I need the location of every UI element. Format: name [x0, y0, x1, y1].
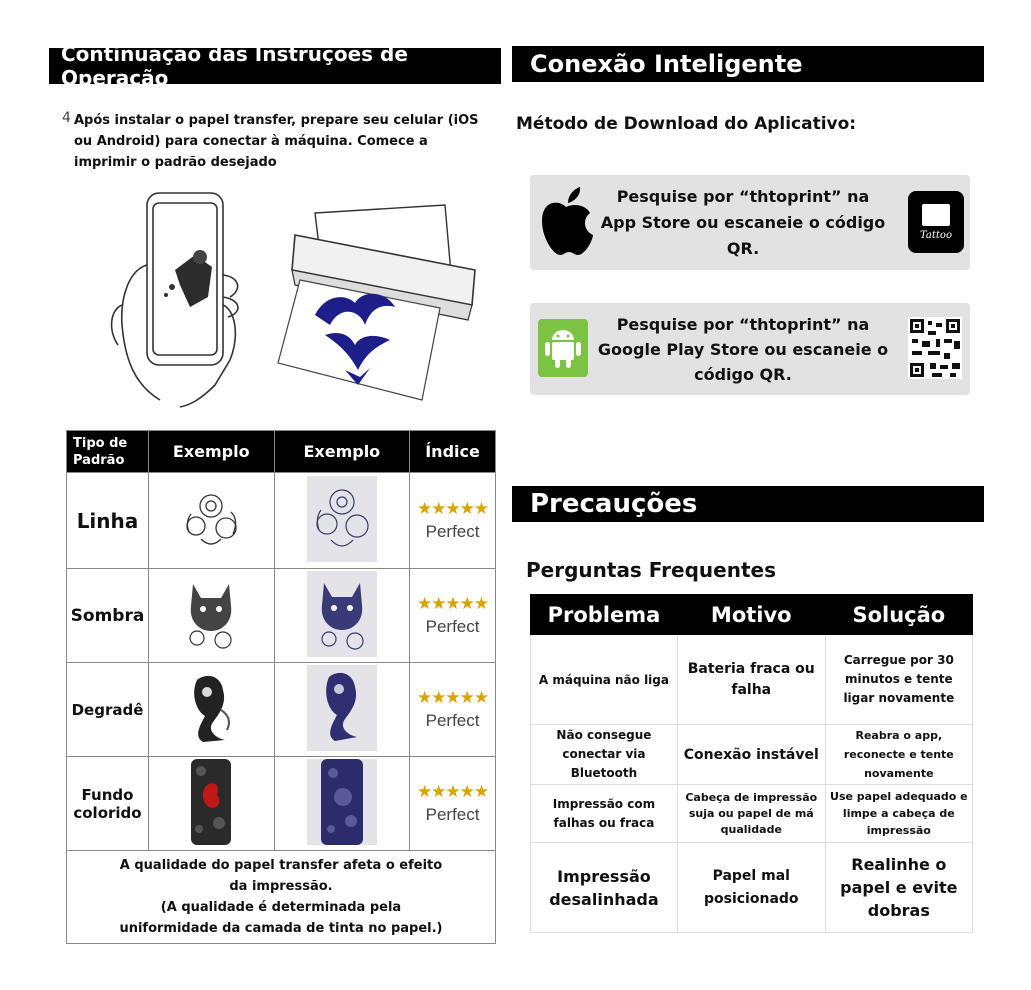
faq-solution: Reabra o app, reconecte e tente novamente: [825, 725, 972, 785]
android-icon: [538, 319, 588, 377]
pattern-type: Fundo colorido: [67, 757, 149, 851]
pattern-quality-table: [66, 430, 496, 944]
star-rating: ★★★★★: [416, 593, 489, 614]
hand-phone-drawing: [112, 193, 238, 407]
tattoo-app-icon-graphic: [922, 204, 950, 226]
col-header-index: Índice: [410, 431, 496, 473]
qr-code-icon: [908, 317, 962, 379]
col-header-example-2: Exemplo: [274, 431, 410, 473]
shadow-cat-transfer-image: [307, 571, 377, 657]
faq-col-problem: Problema: [531, 595, 678, 635]
left-section-title: Continuação das Instruções de Operação: [61, 42, 408, 90]
quality-note: [67, 851, 496, 944]
faq-problem: A máquina não liga: [531, 635, 678, 725]
faq-reason: Conexão instável: [677, 725, 825, 785]
faq-problem: Não consegue conectar via Bluetooth: [531, 725, 678, 785]
table-row: [67, 473, 496, 569]
pattern-type: Degradê: [67, 663, 149, 757]
faq-reason: Papel mal posicionado: [677, 843, 825, 933]
rating-cell: [410, 569, 496, 663]
faq-problem: Impressão desalinhada: [531, 843, 678, 933]
faq-solution: Use papel adequado e limpe a cabeça de impressão: [825, 785, 972, 843]
gradient-panther-image: [183, 670, 239, 746]
step-number: 4: [62, 110, 71, 126]
step-4: [62, 110, 492, 173]
table-header-row: [67, 431, 496, 473]
rating-cell: [410, 663, 496, 757]
pattern-type: Linha: [67, 473, 149, 569]
quality-note-line-1: A qualidade do papel transfer afeta o efeito da impressão.: [119, 858, 443, 894]
faq-row: [531, 725, 973, 785]
rating-text: Perfect: [425, 616, 480, 636]
faq-col-reason: Motivo: [677, 595, 825, 635]
pattern-type: Sombra: [67, 569, 149, 663]
example-image-black: [148, 569, 274, 663]
line-floral-image: [181, 484, 241, 554]
col-header-type: Tipo de Padrão: [67, 431, 149, 473]
colored-background-image: [187, 759, 235, 845]
apple-logo-icon: [538, 185, 594, 257]
faq-table: [530, 594, 973, 933]
line-floral-transfer-image: [307, 476, 377, 562]
star-rating: ★★★★★: [416, 781, 489, 802]
google-play-text: Pesquise por “thtoprint” na Google Play Store ou escaneie o código QR.: [597, 314, 889, 384]
faq-problem: Impressão com falhas ou fraca: [531, 785, 678, 843]
example-image-transfer: [274, 473, 410, 569]
faq-solution: Realinhe o papel e evite dobras: [825, 843, 972, 933]
download-method-title: Método de Download do Aplicativo:: [516, 114, 857, 134]
rating-text: Perfect: [425, 804, 480, 824]
left-section-header: [49, 42, 501, 90]
rating-cell: [410, 473, 496, 569]
step-text: Após instalar o papel transfer, prepare seu celular (iOS ou Android) para conectar à máquina. Comece a imprimir o padrão desejado: [74, 113, 479, 170]
faq-row: [531, 785, 973, 843]
table-note-row: [67, 851, 496, 944]
precautions-section-header: [512, 486, 984, 522]
rating-cell: [410, 757, 496, 851]
table-row: [67, 757, 496, 851]
rating-text: Perfect: [425, 710, 480, 730]
col-header-example-1: Exemplo: [148, 431, 274, 473]
faq-reason: Cabeça de impressão suja ou papel de má qualidade: [677, 785, 825, 843]
connection-section-title: Conexão Inteligente: [530, 50, 803, 78]
example-image-black: [148, 663, 274, 757]
colored-background-transfer-image: [307, 759, 377, 845]
faq-header-row: [531, 595, 973, 635]
star-rating: ★★★★★: [416, 498, 489, 519]
faq-col-solution: Solução: [825, 595, 972, 635]
tattoo-app-icon: [908, 191, 964, 253]
star-rating: ★★★★★: [416, 687, 489, 708]
tattoo-app-icon-label: Tattoo: [920, 229, 952, 241]
example-image-black: [148, 473, 274, 569]
table-row: [67, 663, 496, 757]
faq-title: Perguntas Frequentes: [526, 558, 776, 582]
faq-row: [531, 635, 973, 725]
phone-tattoo-image: [164, 250, 212, 307]
table-row: [67, 569, 496, 663]
app-store-text: Pesquise por “thtoprint” na App Store ou escaneie o código QR.: [600, 186, 886, 258]
precautions-section-title: Precauções: [530, 489, 698, 519]
faq-row: [531, 843, 973, 933]
phone-printer-illustration: [100, 185, 500, 410]
rating-text: Perfect: [425, 521, 480, 541]
example-image-transfer: [274, 663, 410, 757]
google-play-card: [530, 303, 970, 395]
example-image-transfer: [274, 569, 410, 663]
app-store-card: [530, 175, 970, 270]
android-robot-icon: [544, 326, 582, 370]
gradient-panther-transfer-image: [307, 665, 377, 751]
shadow-cat-image: [183, 576, 239, 652]
faq-solution: Carregue por 30 minutos e tente ligar novamente: [825, 635, 972, 725]
quality-note-line-2: (A qualidade é determinada pela uniformidade da camada de tinta no papel.): [119, 900, 443, 936]
example-image-transfer: [274, 757, 410, 851]
example-image-black: [148, 757, 274, 851]
connection-section-header: [512, 46, 984, 82]
faq-reason: Bateria fraca ou falha: [677, 635, 825, 725]
